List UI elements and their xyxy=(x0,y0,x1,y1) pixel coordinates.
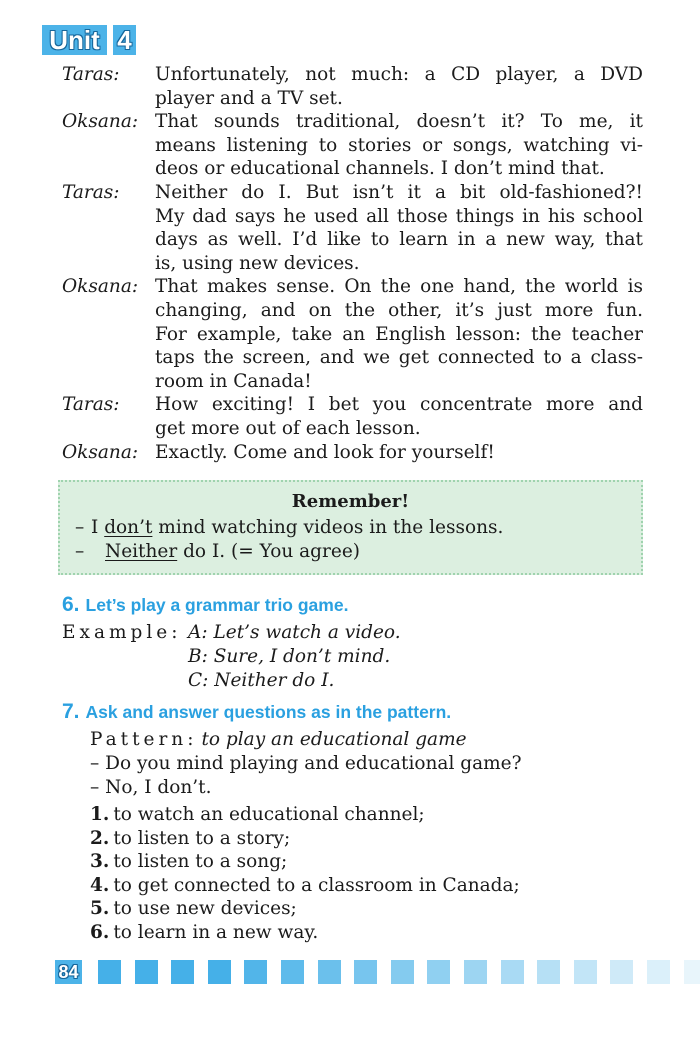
footer-square xyxy=(610,960,633,984)
speech-line: means listening to stories or songs, watching vi- xyxy=(155,134,643,156)
remember-line xyxy=(75,540,360,564)
item-number: 3. xyxy=(90,851,110,873)
footer-square xyxy=(171,960,194,984)
dialogue-entry xyxy=(62,441,643,465)
remember-text: do I. (= You agree) xyxy=(177,541,360,562)
list-item xyxy=(90,897,297,921)
speech-line: is, using new devices. xyxy=(155,252,360,274)
item-text: to watch an educational channel; xyxy=(113,804,425,825)
list-item xyxy=(90,827,290,851)
footer-square xyxy=(501,960,524,984)
example-line: A: Let’s watch a video. xyxy=(188,622,401,643)
speaker-name: Oksana: xyxy=(62,276,139,298)
speaker-name: Taras: xyxy=(62,394,120,416)
underlined-word: Neither xyxy=(105,541,178,562)
speech-line: get more out of each lesson. xyxy=(155,417,421,439)
speech-line: My dad says he used all those things in his school xyxy=(155,205,643,227)
footer-square xyxy=(684,960,700,984)
speech xyxy=(155,110,643,181)
dialogue-entry xyxy=(62,181,643,275)
unit-label-badge: Unit xyxy=(42,25,107,55)
item-number: 5. xyxy=(90,898,110,920)
dialogue-entry xyxy=(62,393,643,440)
speech-line: That makes sense. On the one hand, the world is xyxy=(155,276,643,298)
underlined-word: don’t xyxy=(104,517,153,538)
speech-line: player and a TV set. xyxy=(155,87,343,109)
speaker-name: Oksana: xyxy=(62,111,139,133)
footer-square xyxy=(244,960,267,984)
exercise-title: Let’s play a grammar trio game. xyxy=(85,595,349,615)
footer-square xyxy=(427,960,450,984)
list-item xyxy=(90,921,318,945)
footer-square xyxy=(135,960,158,984)
dialogue-entry xyxy=(62,275,643,393)
example-label: Example: xyxy=(62,622,182,643)
speech-line: Neither do I. But isn’t it a bit old-fashioned?! xyxy=(155,181,643,203)
remember-box xyxy=(58,480,643,575)
dash: – xyxy=(75,541,85,562)
item-text: to use new devices; xyxy=(113,898,297,920)
exercise-title: Ask and answer questions as in the pattern. xyxy=(85,702,452,722)
speech xyxy=(155,275,643,393)
footer-square xyxy=(354,960,377,984)
speaker-name: Taras: xyxy=(62,64,120,85)
item-text: to listen to a song; xyxy=(113,851,288,873)
footer-decoration xyxy=(0,960,700,984)
speech-line: How exciting! I bet you concentrate more and xyxy=(155,394,643,416)
item-text: to learn in a new way. xyxy=(113,922,319,943)
footer-square xyxy=(464,960,487,984)
speech xyxy=(155,181,643,275)
item-number: 2. xyxy=(90,827,110,849)
footer-square xyxy=(574,960,597,984)
list-item xyxy=(90,874,520,898)
item-number: 4. xyxy=(90,874,110,896)
speaker-name: Taras: xyxy=(62,181,120,203)
footer-square xyxy=(391,960,414,984)
speech-line: Exactly. Come and look for yourself! xyxy=(155,441,495,463)
exercise-number: 6. xyxy=(62,593,80,616)
speech-line: room in Canada! xyxy=(155,370,312,392)
pattern-dialogue-line: – No, I don’t. xyxy=(90,777,212,798)
footer-square xyxy=(537,960,560,984)
speech-line: deos or educational channels. I don’t mind that. xyxy=(155,158,605,180)
unit-number-badge: 4 xyxy=(113,25,136,55)
page-number: 84 xyxy=(55,960,82,984)
footer-square xyxy=(318,960,341,984)
speaker-name: Oksana: xyxy=(62,441,139,463)
dialogue-entry xyxy=(62,63,643,110)
dash: – xyxy=(75,517,85,538)
footer-square xyxy=(208,960,231,984)
exercise-7-heading xyxy=(62,700,451,724)
speech-line: taps the screen, and we get connected to a class- xyxy=(155,347,643,369)
speech-line: That sounds traditional, doesn’t it? To me, it xyxy=(155,111,643,133)
example-line: C: Neither do I. xyxy=(188,670,335,691)
item-number: 6. xyxy=(90,922,110,943)
list-item xyxy=(90,803,425,827)
speech xyxy=(155,441,643,465)
dialogue-entry xyxy=(62,110,643,181)
pattern-line xyxy=(90,728,467,752)
pattern-label: Pattern: xyxy=(90,729,198,750)
pattern-dialogue-line: – Do you mind playing and educational game? xyxy=(90,753,522,774)
remember-text: mind watching videos in the lessons. xyxy=(152,517,504,538)
speech-line: changing, and on the other, it’s just more fun. xyxy=(155,299,643,321)
footer-square xyxy=(281,960,304,984)
list-item xyxy=(90,850,287,874)
remember-text: I xyxy=(91,517,105,538)
speech xyxy=(155,63,643,110)
speech-line: days as well. I’d like to learn in a new way, that xyxy=(155,229,643,251)
item-number: 1. xyxy=(90,804,110,825)
speech xyxy=(155,393,643,440)
remember-line xyxy=(75,516,503,540)
pattern-text: to play an educational game xyxy=(201,729,467,750)
exercise-6-heading xyxy=(62,593,348,617)
remember-title: Remember! xyxy=(291,491,410,512)
example-line: B: Sure, I don’t mind. xyxy=(188,646,391,667)
item-text: to listen to a story; xyxy=(113,827,291,849)
item-text: to get connected to a classroom in Canada; xyxy=(113,874,520,896)
dialogue xyxy=(62,63,643,464)
footer-square xyxy=(647,960,670,984)
exercise-number: 7. xyxy=(62,700,80,723)
speech-line: For example, take an English lesson: the teacher xyxy=(155,323,643,345)
footer-square xyxy=(98,960,121,984)
speech-line: Unfortunately, not much: a CD player, a DVD xyxy=(155,64,643,85)
